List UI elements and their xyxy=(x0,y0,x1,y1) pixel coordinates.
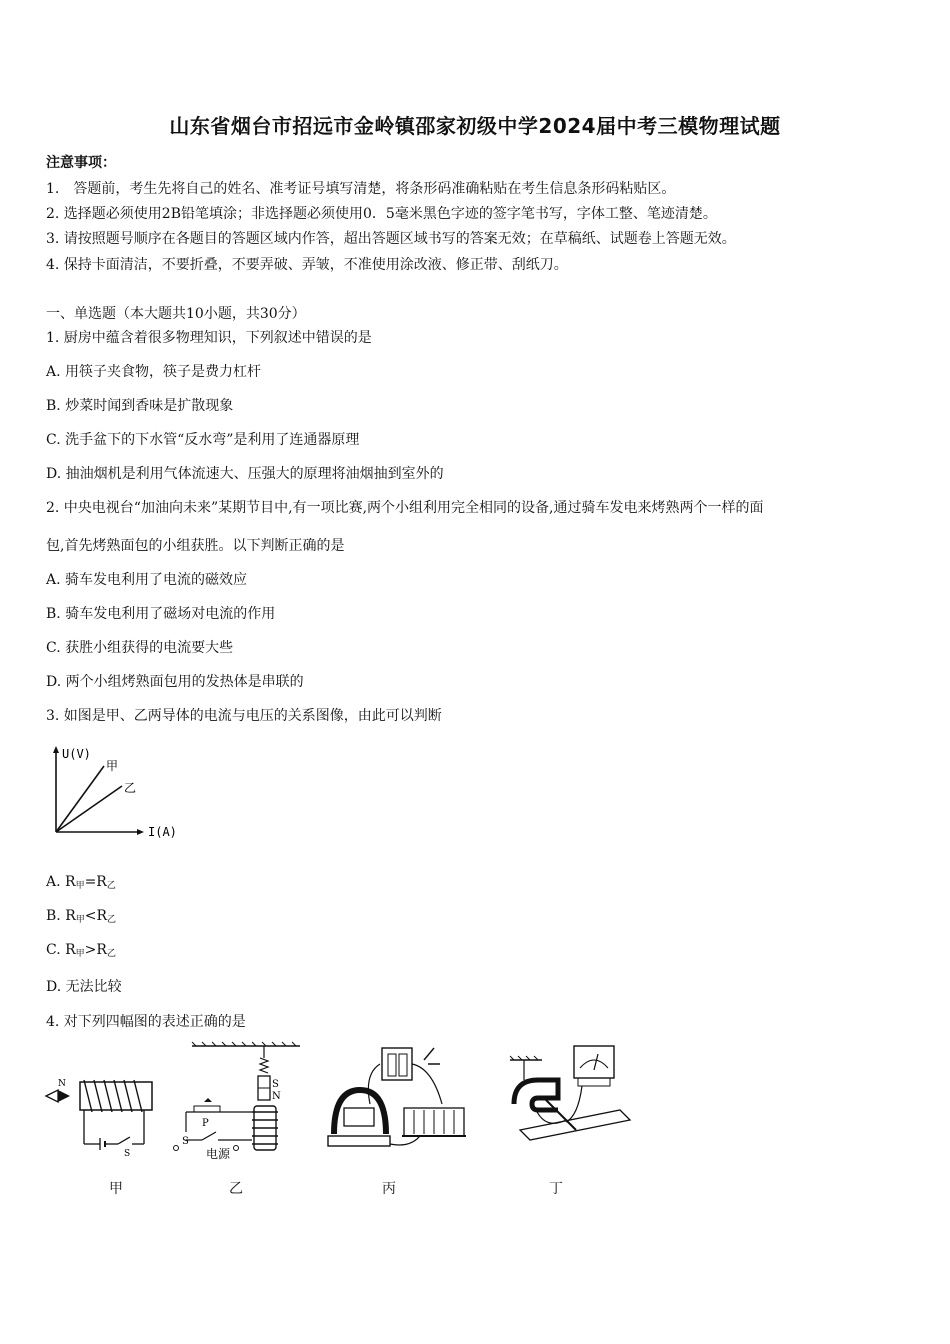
q3-option-a-prefix: A. R xyxy=(46,874,76,890)
figure-ding xyxy=(506,1040,646,1152)
terminal-icon xyxy=(234,1146,239,1151)
x-axis-arrow-icon xyxy=(137,829,144,835)
q3-option-b-rel: <R xyxy=(84,908,108,924)
q3-option-c-prefix: C. R xyxy=(46,942,76,958)
line-jia xyxy=(56,766,104,832)
q2-option-b: B. 骑车发电利用了磁场对电流的作用 xyxy=(46,606,276,622)
q2-option-d: D. 两个小组烤熟面包用的发热体是串联的 xyxy=(46,674,304,690)
conductor-rod xyxy=(546,1100,576,1130)
switch-label: S xyxy=(124,1149,131,1158)
notice-item: 3. 请按照题号顺序在各题目的答题区域内作答，超出答题区域书写的答案无效；在草稿纸、试题卷上答题无效。 xyxy=(46,231,736,247)
figure-jia xyxy=(44,1068,156,1158)
q1-option-d: D. 抽油烟机是利用气体流速大、压强大的原理将油烟抽到室外的 xyxy=(46,466,444,482)
wire xyxy=(390,1136,420,1145)
subscript: 甲 xyxy=(75,949,85,959)
y-axis-label: U(V) xyxy=(62,747,91,761)
figure-caption-jia: 甲 xyxy=(109,1181,123,1197)
rail-board xyxy=(520,1110,630,1140)
battery-cell xyxy=(399,1054,407,1076)
notice-item: 2. 选择题必须使用2B铅笔填涂；非选择题必须使用0．5毫米黑色字迹的签字笔书写，字体工整、笔迹清楚。 xyxy=(46,206,717,222)
subscript: 甲 xyxy=(75,881,85,891)
galvanometer-box xyxy=(574,1046,614,1078)
question-3-stem: 3. 如图是甲、乙两导体的电流与电压的关系图像，由此可以判断 xyxy=(46,708,442,724)
slider-p-label: P xyxy=(202,1118,209,1129)
battery-cell xyxy=(388,1054,396,1076)
base-board xyxy=(328,1136,390,1146)
figure-caption-ding: 丁 xyxy=(549,1181,563,1197)
notice-item: 4. 保持卡面清洁，不要折叠，不要弄破、弄皱，不准使用涂改液、修正带、刮纸刀。 xyxy=(46,257,568,273)
figure-caption-bing: 丙 xyxy=(382,1181,396,1197)
compass-needle-dark-icon xyxy=(58,1090,70,1102)
notice-heading: 注意事项： xyxy=(46,155,116,171)
q2-option-a: A. 骑车发电利用了电流的磁效应 xyxy=(46,572,248,588)
figure-bing xyxy=(324,1044,474,1154)
spring-icon xyxy=(260,1058,268,1073)
subscript: 乙 xyxy=(106,881,116,891)
q3-option-c xyxy=(46,942,116,959)
power-source-label: 电源 xyxy=(206,1147,231,1161)
line-yi-label: 乙 xyxy=(124,781,137,795)
rail-lines xyxy=(414,1110,454,1134)
q3-option-c-rel: >R xyxy=(84,942,107,958)
switch-s-label: S xyxy=(182,1136,189,1147)
line-yi xyxy=(56,786,122,832)
galvanometer-needle xyxy=(594,1054,598,1070)
x-axis-label: I(A) xyxy=(148,825,177,839)
solenoid-coil xyxy=(84,1080,142,1112)
figure-caption-yi: 乙 xyxy=(229,1181,243,1197)
q3-option-b xyxy=(46,908,116,925)
q2-option-c: C. 获胜小组获得的电流要大些 xyxy=(46,640,234,656)
figure-yi xyxy=(166,1040,306,1162)
electromagnet-coil xyxy=(252,1112,278,1144)
terminal-icon xyxy=(174,1146,179,1151)
q1-option-b: B. 炒菜时闻到香味是扩散现象 xyxy=(46,398,234,414)
question-4-stem: 4. 对下列四幅图的表述正确的是 xyxy=(46,1014,246,1030)
y-axis-arrow-icon xyxy=(53,746,59,753)
galvanometer-scale xyxy=(580,1060,608,1068)
subscript: 乙 xyxy=(107,915,117,925)
question-2-stem-cont: 包,首先烤熟面包的小组获胜。以下判断正确的是 xyxy=(46,538,345,554)
q1-option-c: C. 洗手盆下的下水管“反水弯”是利用了连通器原理 xyxy=(46,432,360,448)
compass-n-label: N xyxy=(58,1079,66,1089)
subscript: 乙 xyxy=(106,949,116,959)
notice-item: 1. 答题前，考生先将自己的姓名、准考证号填写清楚，将条形码准确粘贴在考生信息条形码粘贴区。 xyxy=(46,181,676,197)
page-title: 山东省烟台市招远市金岭镇邵家初级中学2024届中考三模物理试题 xyxy=(169,114,781,138)
ui-graph xyxy=(40,742,190,842)
magnet-n-label: N xyxy=(272,1091,281,1102)
switch-icon xyxy=(424,1048,440,1064)
q3-option-a xyxy=(46,874,116,891)
q1-option-a: A. 用筷子夹食物，筷子是费力杠杆 xyxy=(46,364,262,380)
q3-option-b-prefix: B. R xyxy=(46,908,76,924)
q3-option-a-rel: =R xyxy=(84,874,107,890)
magnet-s-label: S xyxy=(272,1079,279,1090)
section-heading: 一、单选题（本大题共10小题，共30分） xyxy=(46,306,306,322)
q3-option-d: D. 无法比较 xyxy=(46,979,122,995)
galvanometer-base xyxy=(578,1078,610,1086)
slider-arrow-icon xyxy=(204,1098,212,1102)
switch-blade xyxy=(118,1137,130,1144)
rheostat xyxy=(194,1106,220,1112)
compass-needle-icon xyxy=(46,1090,58,1102)
line-jia-label: 甲 xyxy=(106,759,119,773)
question-2-stem: 2. 中央电视台“加油向未来”某期节目中,有一项比赛,两个小组利用完全相同的设备,通过骑车发电来烤熟两个一样的面 xyxy=(46,500,764,516)
switch-blade xyxy=(202,1132,216,1140)
coil-frame xyxy=(344,1108,374,1126)
subscript: 甲 xyxy=(75,915,85,925)
question-1-stem: 1. 厨房中蕴含着很多物理知识，下列叙述中错误的是 xyxy=(46,330,372,346)
